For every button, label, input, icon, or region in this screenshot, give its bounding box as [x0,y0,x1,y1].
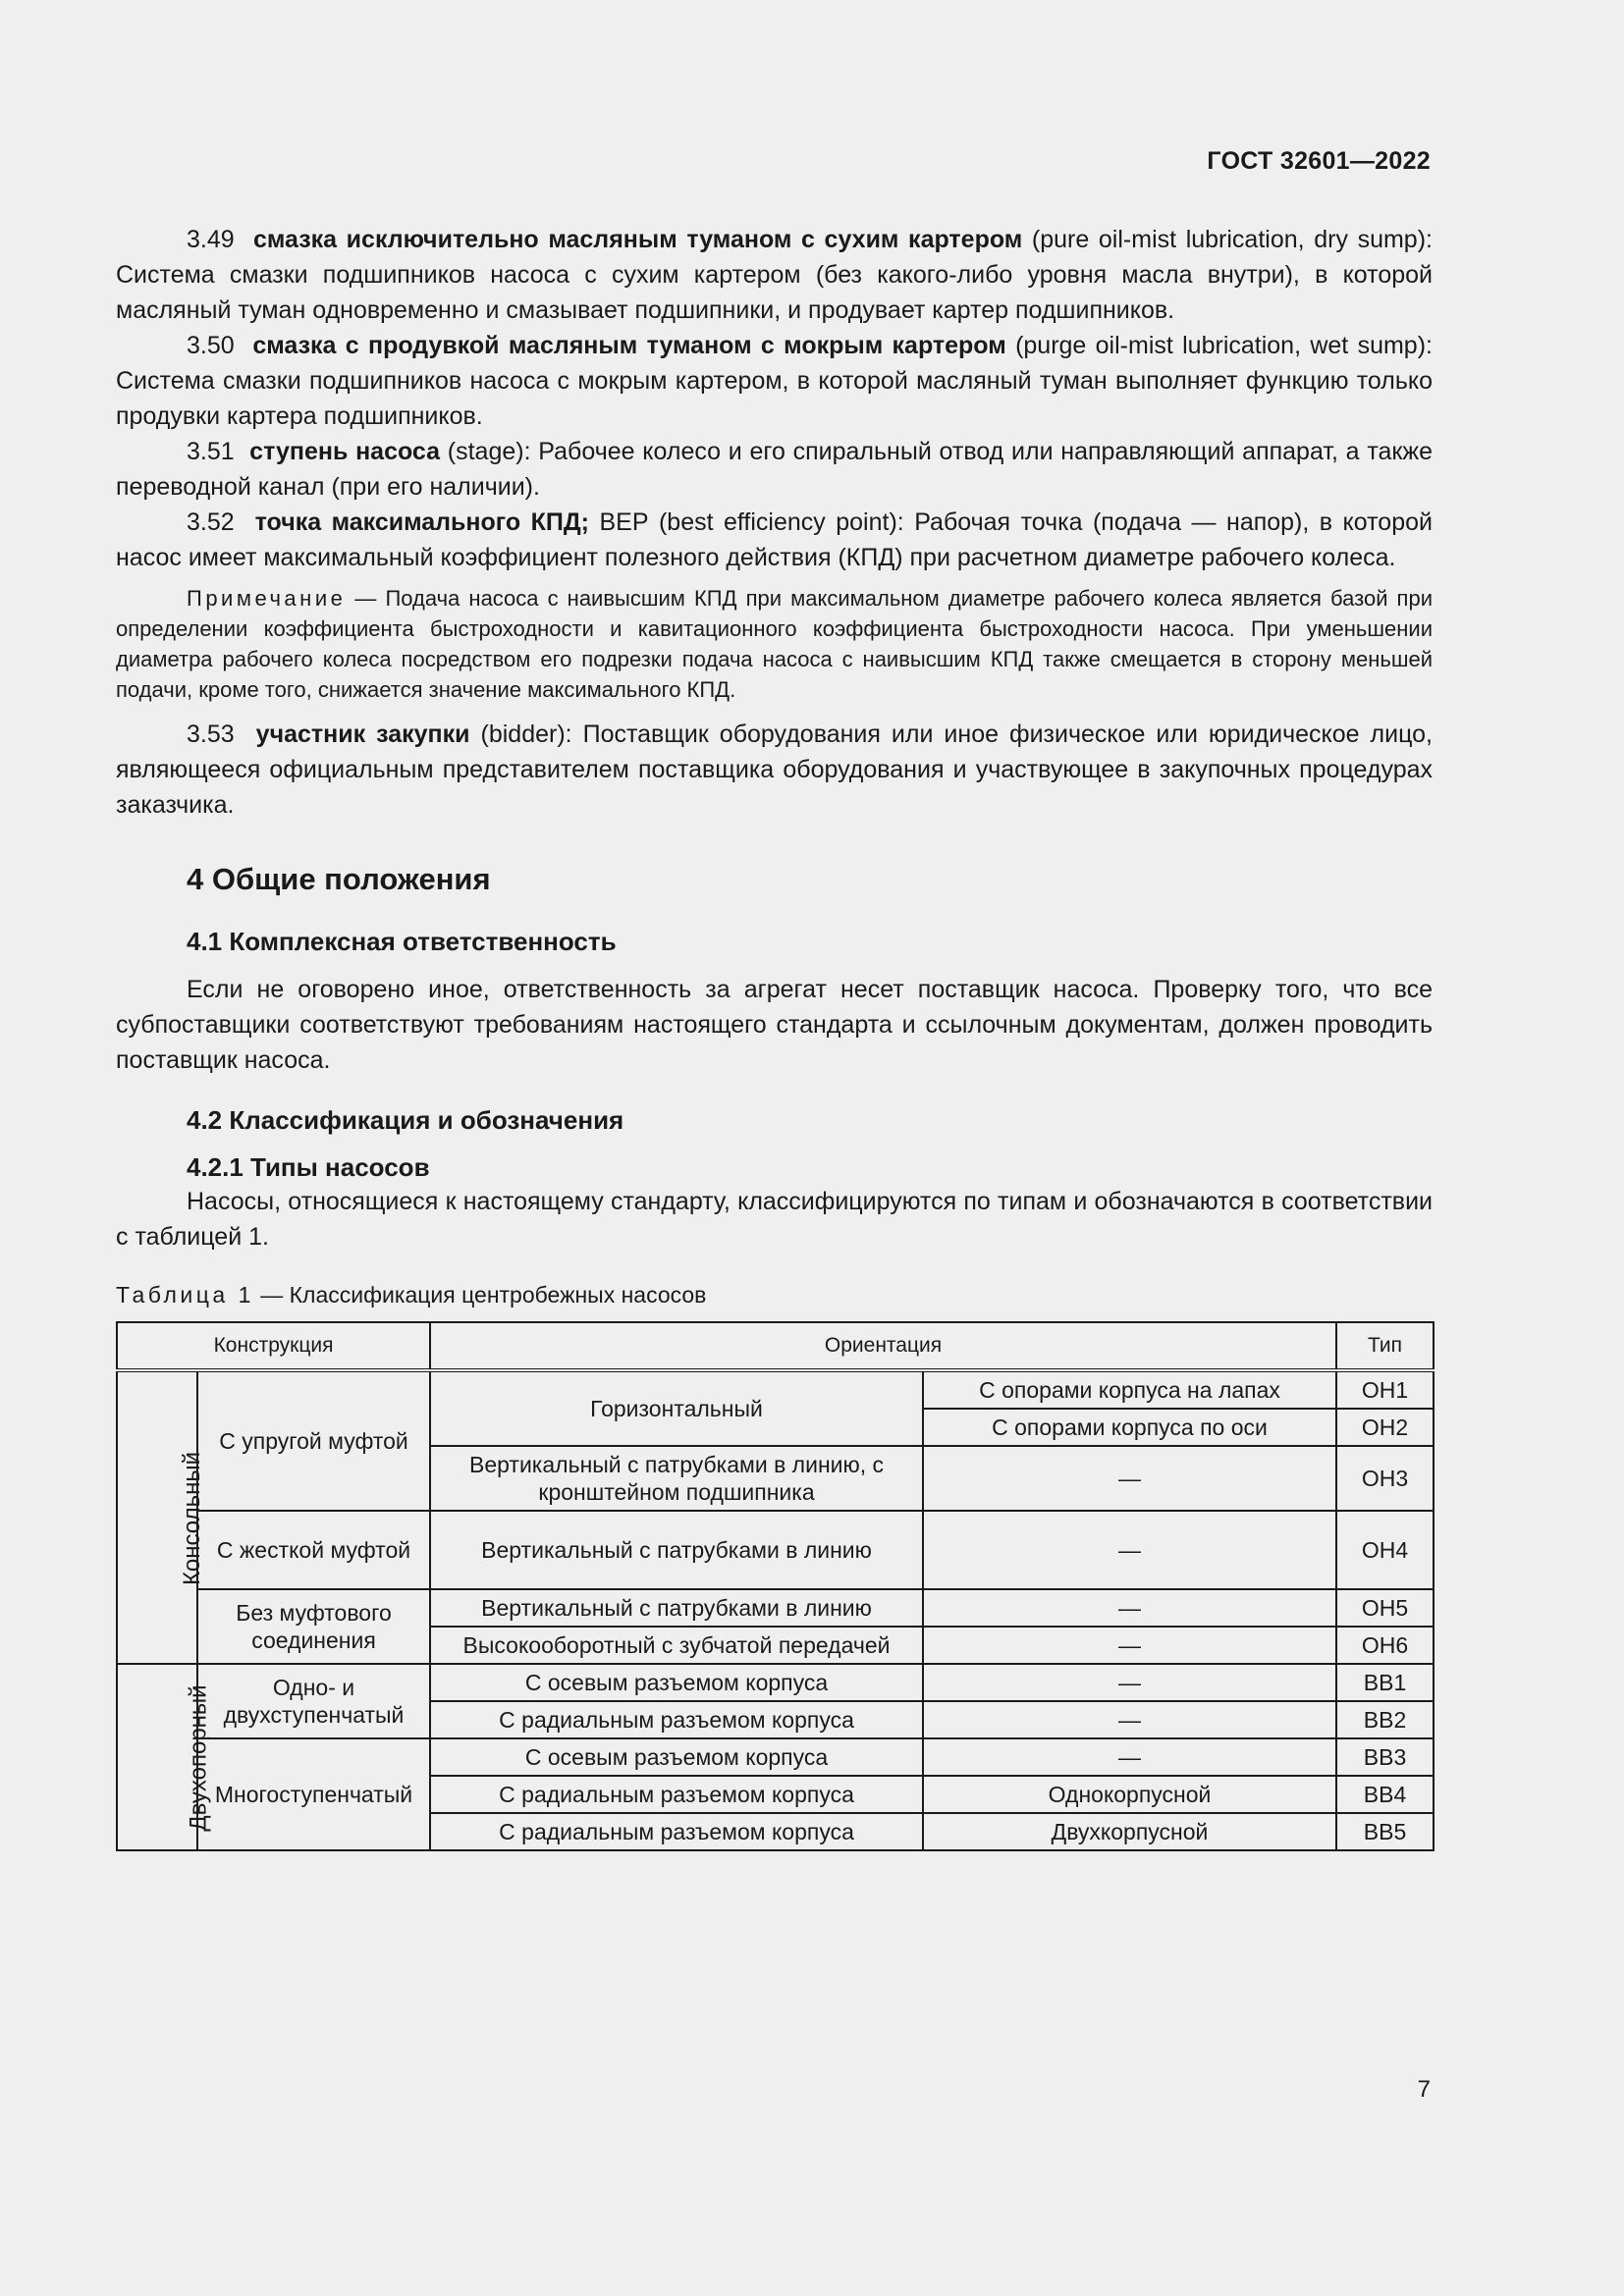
cell-axial-split: С осевым разъемом корпуса [430,1738,923,1776]
section-4-2-title: 4.2 Классификация и обозначения [187,1105,624,1135]
header-construction: Конструкция [117,1322,430,1370]
section-4-1-text: Если не оговорено иное, ответственность за агрегат несет поставщик насоса. Проверку того, что все субпоставщики соответствуют требованиям настоящего стандарта и ссылочным документам, должен проводить поставщик насоса. [116,976,1433,1074]
classification-table [116,1321,1435,1851]
header-orientation: Ориентация [430,1322,1336,1370]
table-caption: Таблица 1 — Классификация центробежных насосов [116,1282,707,1308]
cell-radial-split: С радиальным разъемом корпуса [430,1776,923,1813]
sub-multi: Многоступенчатый [197,1738,430,1850]
table-row [117,1511,1434,1589]
cell-vert-inline: Вертикальный с патрубками в линию [430,1589,923,1627]
page-number: 7 [1417,2076,1431,2103]
cell-highspeed: Высокооборотный с зубчатой передачей [430,1627,923,1664]
type-cell: BB4 [1336,1776,1434,1813]
sub-onetwo: Одно- и двухступенчатый [197,1664,430,1738]
group-console: Консольный [117,1370,197,1664]
cell-single-casing: Однокорпусной [923,1776,1336,1813]
cell-horizontal: Горизонтальный [430,1370,923,1446]
group-twosupport: Двухопорный [117,1664,197,1850]
type-cell: OH5 [1336,1589,1434,1627]
cell-axial-split: С осевым разъемом корпуса [430,1664,923,1701]
type-cell: OH1 [1336,1370,1434,1409]
note-text: — Подача насоса с наивысшим КПД при максимальном диаметре рабочего колеса является базой при определении коэффициента быстроходности и кавитационного коэффициента быстроходности насоса. При уменьшении диаметра рабочего колеса посредством его подрезки подача насоса с наивысшим КПД также смещается в сторону меньшей подачи, кроме того, снижается значение максимального КПД. [116,586,1433,702]
section-4-title: 4 Общие положения [187,862,491,896]
definition-3-50: 3.50 смазка с продувкой масляным туманом с мокрым картером (purge oil-mist lubrication, wet sump): Система смазки подшипников насоса с мокрым картером, в которой масляный туман выполняет функцию только продувки картера подшипников. [116,332,1433,430]
cell-dash: — [923,1589,1336,1627]
type-cell: OH3 [1336,1446,1434,1511]
definition-3-53: 3.53 участник закупки (bidder): Поставщик оборудования или иное физическое или юридическое лицо, являющееся официальным представителем поставщика оборудования и участвующее в закупочных процедурах заказчика. [116,721,1433,819]
page-content [116,222,1433,1851]
cell-dash: — [923,1664,1336,1701]
cell-double-casing: Двухкорпусной [923,1813,1336,1850]
type-cell: BB5 [1336,1813,1434,1850]
type-cell: BB1 [1336,1664,1434,1701]
section-4-1-title: 4.1 Комплексная ответственность [187,927,617,956]
definition-3-49: 3.49 смазка исключительно масляным туманом с сухим картером (pure oil-mist lubrication, dry sump): Система смазки подшипников насоса с сухим картером (без какого-либо уровня масла внутри), в которой масляный туман одновременно и смазывает подшипники, и продувает картер подшипников. [116,226,1433,324]
cell-feet: С опорами корпуса на лапах [923,1370,1336,1409]
document-id: ГОСТ 32601—2022 [1207,147,1431,175]
cell-dash: — [923,1511,1336,1589]
sub-nocoupling: Без муфтового соединения [197,1589,430,1664]
type-cell: BB3 [1336,1738,1434,1776]
cell-axis: С опорами корпуса по оси [923,1409,1336,1446]
section-4-2-1-title: 4.2.1 Типы насосов [187,1152,430,1182]
table-header-row [117,1322,1434,1370]
table-row [117,1370,1434,1409]
note-label: Примечание [187,586,347,611]
note [116,583,1433,705]
type-cell: OH6 [1336,1627,1434,1664]
cell-dash: — [923,1627,1336,1664]
cell-dash: — [923,1446,1336,1511]
section-4-2-1-text: Насосы, относящиеся к настоящему стандарту, классифицируются по типам и обозначаются в соответствии с таблицей 1. [116,1188,1433,1251]
definition-3-51: 3.51 ступень насоса (stage): Рабочее колесо и его спиральный отвод или направляющий аппарат, а также переводной канал (при его наличии). [116,438,1433,501]
definition-3-52: 3.52 точка максимального КПД; ВЕР (best efficiency point): Рабочая точка (подача — напор), в которой насос имеет максимальный коэффициент полезного действия (КПД) при расчетном диаметре рабочего колеса. [116,508,1433,571]
type-cell: OH2 [1336,1409,1434,1446]
cell-dash: — [923,1738,1336,1776]
table-row [117,1738,1434,1776]
type-cell: BB2 [1336,1701,1434,1738]
type-cell: OH4 [1336,1511,1434,1589]
cell-vert-bracket: Вертикальный с патрубками в линию, с кронштейном подшипника [430,1446,923,1511]
cell-radial-split: С радиальным разъемом корпуса [430,1813,923,1850]
sub-elastic: С упругой муфтой [197,1370,430,1511]
cell-vert-inline: Вертикальный с патрубками в линию [430,1511,923,1589]
cell-dash: — [923,1701,1336,1738]
table-row [117,1589,1434,1627]
table-row [117,1664,1434,1701]
cell-radial-split: С радиальным разъемом корпуса [430,1701,923,1738]
sub-rigid: С жесткой муфтой [197,1511,430,1589]
header-type: Тип [1336,1322,1434,1370]
